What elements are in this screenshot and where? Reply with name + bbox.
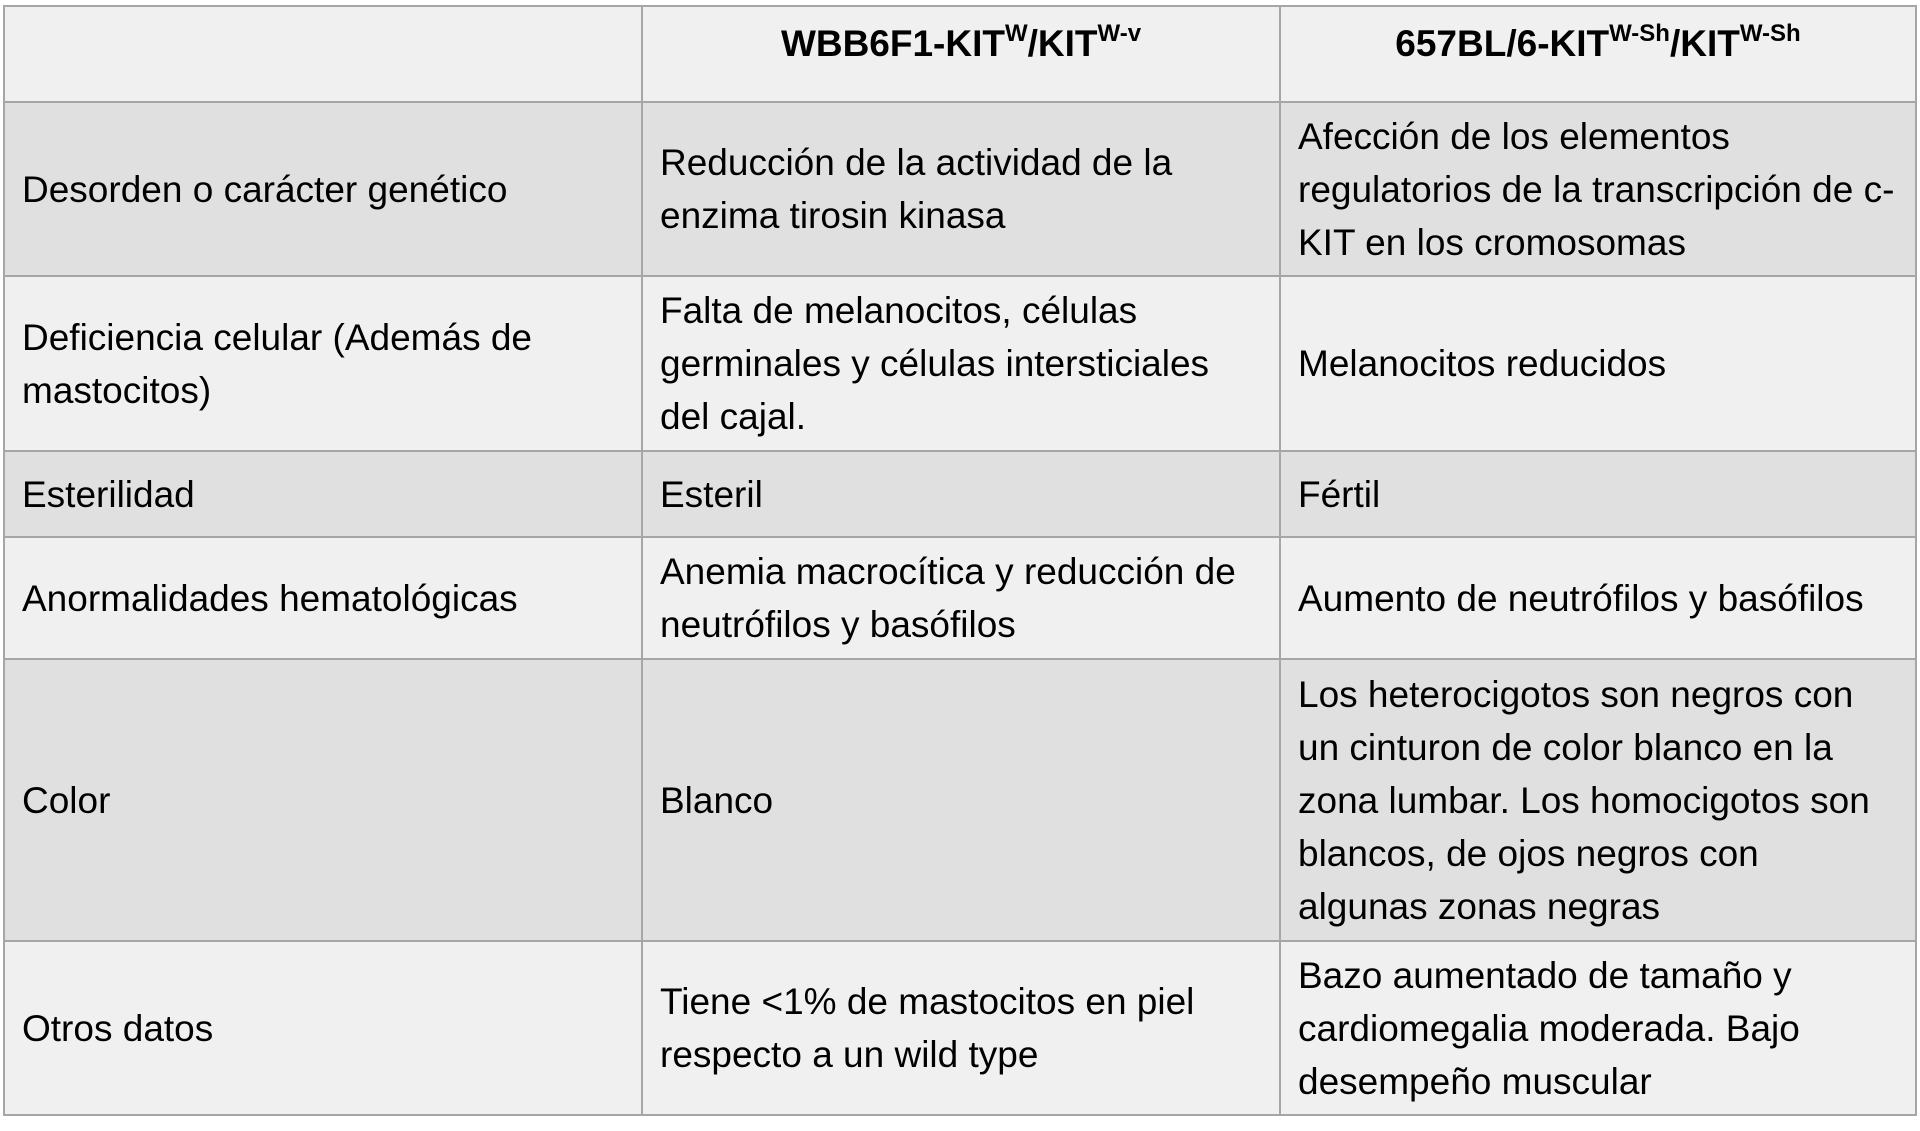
table-cell-657bl: Afección de los elementos regulatorios de la transcripción de c-KIT en los cromosomas	[1280, 102, 1916, 276]
table-cell-657bl: Fértil	[1280, 451, 1916, 537]
table-cell-wbb6f1: Esteril	[642, 451, 1280, 537]
table-cell-wbb6f1: Falta de melanocitos, células germinales y células intersticiales del cajal.	[642, 276, 1280, 451]
row-label: Deficiencia celular (Además de mastocitos)	[4, 276, 642, 451]
header-657bl-sup2: W-Sh	[1739, 20, 1801, 47]
table-cell-657bl: Bazo aumentado de tamaño y cardiomegalia moderada. Bajo desempeño muscular	[1280, 941, 1916, 1115]
row-label: Color	[4, 659, 642, 941]
table-cell-wbb6f1: Reducción de la actividad de la enzima tirosin kinasa	[642, 102, 1280, 276]
table-header-row	[4, 6, 1916, 102]
table-cell-657bl: Aumento de neutrófilos y basófilos	[1280, 537, 1916, 659]
table-row	[4, 451, 1916, 537]
header-657bl-sep: /KIT	[1669, 23, 1740, 64]
row-label: Otros datos	[4, 941, 642, 1115]
table-cell-657bl: Melanocitos reducidos	[1280, 276, 1916, 451]
table-row	[4, 941, 1916, 1115]
header-wbb6f1-sup2: W-v	[1097, 20, 1142, 47]
header-657bl-strain	[1280, 6, 1916, 102]
table-row	[4, 537, 1916, 659]
header-wbb6f1-base: WBB6F1-KIT	[780, 23, 1005, 64]
table-cell-wbb6f1: Blanco	[642, 659, 1280, 941]
table-cell-wbb6f1: Tiene <1% de mastocitos en piel respecto a un wild type	[642, 941, 1280, 1115]
table-row	[4, 276, 1916, 451]
header-wbb6f1-sep: /KIT	[1027, 23, 1098, 64]
header-corner-cell	[4, 6, 642, 102]
table-cell-wbb6f1: Anemia macrocítica y reducción de neutrófilos y basófilos	[642, 537, 1280, 659]
header-657bl-sup1: W-Sh	[1609, 20, 1670, 47]
row-label: Desorden o carácter genético	[4, 102, 642, 276]
row-label: Anormalidades hematológicas	[4, 537, 642, 659]
header-wbb6f1-strain	[642, 6, 1280, 102]
comparison-table	[3, 5, 1917, 1116]
header-wbb6f1-sup1: W	[1004, 20, 1028, 47]
table-cell-657bl: Los heterocigotos son negros con un cinturon de color blanco en la zona lumbar. Los homocigotos son blancos, de ojos negros con algunas zonas negras	[1280, 659, 1916, 941]
table-row	[4, 659, 1916, 941]
header-657bl-base: 657BL/6-KIT	[1395, 23, 1610, 64]
table-row	[4, 102, 1916, 276]
row-label: Esterilidad	[4, 451, 642, 537]
